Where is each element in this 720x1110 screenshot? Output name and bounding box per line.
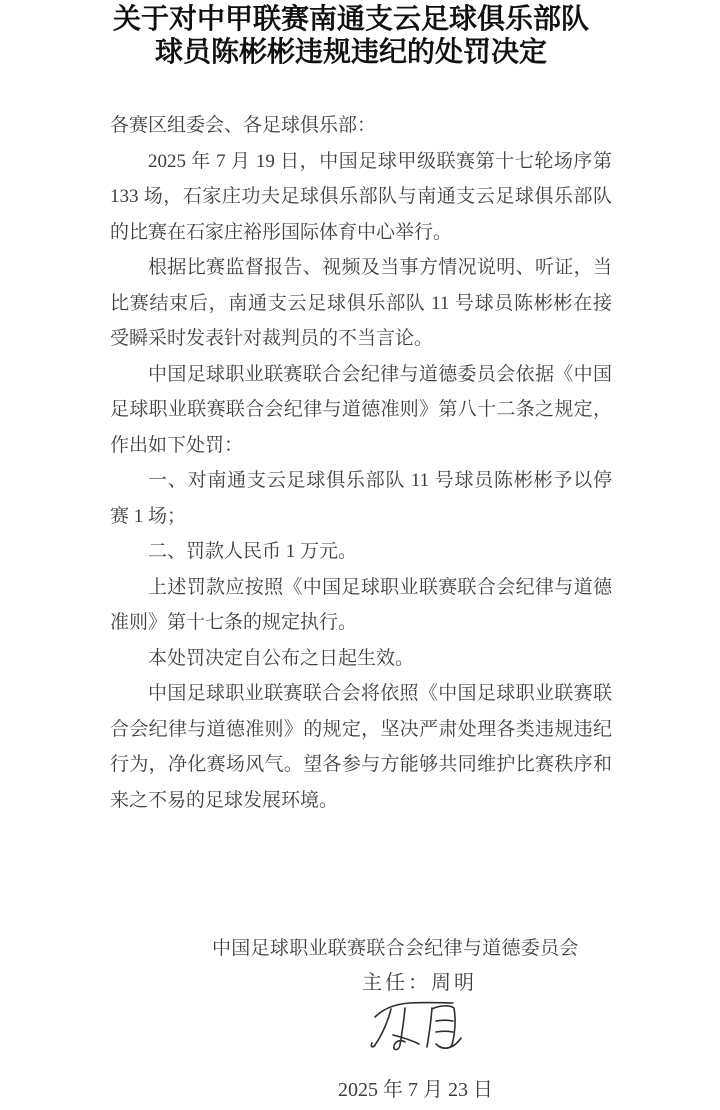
paragraph-match-info xyxy=(110,144,612,251)
paragraph-closing xyxy=(110,676,612,818)
issue-date: 2025 年 7 月 23 日 xyxy=(338,1079,493,1101)
document-body xyxy=(110,108,612,818)
text-line: 行为，净化赛场风气。望各参与方能够共同维护比赛秩序和 xyxy=(110,754,612,775)
text-line: 本处罚决定自公布之日起生效。 xyxy=(148,647,415,669)
salutation: 各赛区组委会、各足球俱乐部： xyxy=(110,115,377,136)
text-line: 中国足球职业联赛联合会纪律与道德委员会依据《中国 xyxy=(148,363,612,385)
issuing-organization: 中国足球职业联赛联合会纪律与道德委员会 xyxy=(212,938,579,959)
paragraph-penalty-2 xyxy=(110,534,612,570)
text-line: 中国足球职业联赛联合会将依照《中国足球职业联赛联 xyxy=(148,683,612,704)
text-line: 赛 1 场； xyxy=(110,505,187,527)
text-line: 一、对南通支云足球俱乐部队 11 号球员陈彬彬予以停 xyxy=(148,470,612,491)
text-line: 根据比赛监督报告、视频及当事方情况说明、听证，当 xyxy=(148,257,612,278)
paragraph-basis xyxy=(110,357,612,464)
director-name-line: 主任：周明 xyxy=(362,972,477,994)
paragraph-incident xyxy=(110,250,612,357)
text-line: 合会纪律与道德准则》的规定，坚决严肃处理各类违规违纪 xyxy=(110,718,612,740)
handwritten-signature xyxy=(355,995,480,1070)
title-line-1: 关于对中甲联赛南通支云足球俱乐部队 xyxy=(112,4,589,35)
text-line: 比赛结束后，南通支云足球俱乐部队 11 号球员陈彬彬在接 xyxy=(110,292,612,314)
text-line: 二、罚款人民币 1 万元。 xyxy=(148,541,358,562)
paragraph-penalty-1 xyxy=(110,463,612,534)
text-line: 足球职业联赛联合会纪律与道德准则》第八十二条之规定， xyxy=(110,399,612,420)
document-title xyxy=(0,3,720,69)
text-line: 2025 年 7 月 19 日，中国足球甲级联赛第十七轮场序第 xyxy=(148,150,612,172)
text-line: 上述罚款应按照《中国足球职业联赛联合会纪律与道德 xyxy=(148,576,612,598)
text-line: 来之不易的足球发展环境。 xyxy=(110,789,339,811)
text-line: 准则》第十七条的规定执行。 xyxy=(110,612,358,633)
title-line-2: 球员陈彬彬违规违纪的处罚决定 xyxy=(154,37,547,68)
text-line: 作出如下处罚： xyxy=(110,434,244,456)
text-line: 受瞬采时发表针对裁判员的不当言论。 xyxy=(110,328,434,349)
text-line: 133 场，石家庄功夫足球俱乐部队与南通支云足球俱乐部队 xyxy=(110,186,612,207)
paragraph-effective-date xyxy=(110,641,612,677)
paragraph-fine-execution xyxy=(110,570,612,641)
text-line: 的比赛在石家庄裕彤国际体育中心举行。 xyxy=(110,221,453,243)
